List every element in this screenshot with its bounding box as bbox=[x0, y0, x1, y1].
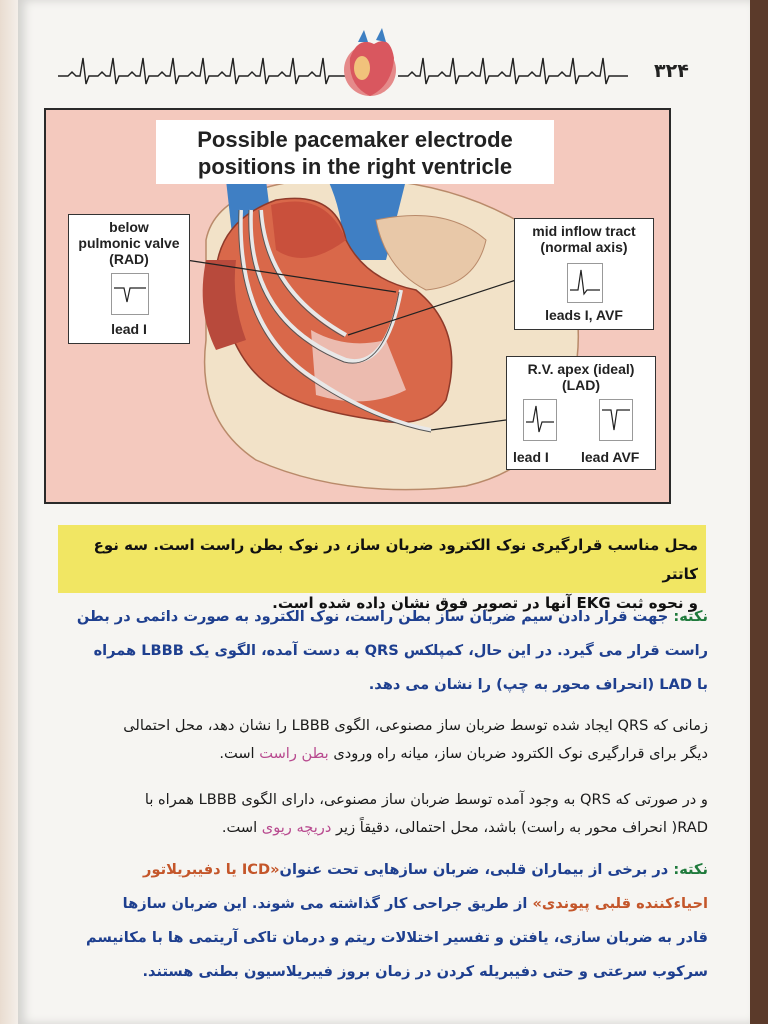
pacemaker-figure bbox=[44, 108, 671, 504]
note1-line1: جهت قرار دادن سیم ضربان ساز بطن راست، نوک الکترود به صورت دائمی در بطن bbox=[76, 608, 674, 625]
callout-apex-lead-a: lead I bbox=[513, 449, 549, 465]
page-number: ۳۲۴ bbox=[654, 60, 689, 82]
note2-line2b: از طریق جراحی کار گذاشته می شوند. این ضربان سازها bbox=[122, 895, 533, 912]
para2-line2a: دیگر برای قرارگیری نوک الکترود ضربان ساز، میانه راه ورودی bbox=[328, 745, 708, 762]
note1-label: نکته: bbox=[673, 608, 708, 625]
ekg-trace-apex-lead-i bbox=[523, 399, 557, 441]
callout-left-line2: pulmonic valve bbox=[78, 235, 180, 251]
callout-left-line1: below bbox=[109, 219, 149, 235]
callout-mid-lead: leads I, AVF bbox=[545, 307, 623, 323]
para2-highlight: بطن راست bbox=[259, 745, 329, 762]
callout-left-line3: (RAD) bbox=[109, 251, 149, 267]
note-paragraph-2 bbox=[58, 853, 708, 989]
callout-rv-apex bbox=[506, 356, 656, 470]
note2-label: نکته: bbox=[673, 861, 708, 878]
caption-line2: و نحوه ثبت EKG آنها در تصویر فوق نشان داده شده است. bbox=[272, 594, 698, 612]
figure-caption bbox=[58, 525, 706, 612]
note1-line2: راست قرار می گیرد. در این حال، کمپلکس QRS به دست آمده، الگوی یک LBBB همراه bbox=[93, 642, 708, 659]
para3-line2c: است. bbox=[221, 819, 262, 836]
note2-line3: قادر به ضربان سازی، یافتن و تفسیر اختلالات ریتم و درمان تاکی آریتمی ها با مکانیسم bbox=[86, 929, 708, 946]
callout-mid-inflow bbox=[514, 218, 654, 330]
para2-line2c: است. bbox=[219, 745, 260, 762]
figure-title-line2: positions in the right ventricle bbox=[197, 154, 513, 179]
ekg-trace-apex-lead-avf bbox=[599, 399, 633, 441]
ekg-trace-leads-i-avf bbox=[567, 263, 603, 303]
note2-line1a: در برخی از بیماران قلبی، ضربان سازهایی تحت عنوان bbox=[279, 861, 674, 878]
ekg-header-decoration bbox=[58, 28, 718, 98]
callout-apex-lead-b: lead AVF bbox=[581, 449, 640, 465]
figure-title-line1: Possible pacemaker electrode bbox=[197, 127, 513, 152]
paragraph-2 bbox=[58, 712, 708, 768]
callout-mid-line1: mid inflow tract bbox=[532, 223, 636, 239]
callout-apex-line2: (LAD) bbox=[561, 377, 601, 393]
para2-line1: زمانی که QRS ایجاد شده توسط ضربان ساز مصنوعی، الگوی LBBB را نشان دهد، محل احتمالی bbox=[123, 717, 708, 734]
note2-line4: سرکوب سرعتی و حتی دفیبریله کردن در زمان بروز فیبریلاسیون بطنی هستند. bbox=[142, 963, 708, 980]
note-paragraph-1 bbox=[58, 600, 708, 702]
callout-below-pulmonic bbox=[68, 214, 190, 344]
callout-apex-line1: R.V. apex (ideal) bbox=[527, 361, 635, 377]
previous-page-edge bbox=[0, 0, 18, 1024]
callout-mid-line2: (normal axis) bbox=[540, 239, 628, 255]
note1-line3: با LAD (انحراف محور به چپ) را نشان می دهد. bbox=[368, 676, 708, 693]
para3-line1: و در صورتی که QRS به وجود آمده توسط ضربان ساز مصنوعی، دارای الگوی LBBB همراه با bbox=[144, 791, 708, 808]
figure-title bbox=[156, 120, 554, 184]
heart-icon bbox=[344, 28, 396, 96]
caption-line1: محل مناسب قرارگیری نوک الکترود ضربان ساز، در نوک بطن راست است. سه نوع کاتتر bbox=[93, 536, 698, 583]
callout-left-lead: lead I bbox=[111, 321, 147, 337]
note2-icd-term-end: احیاءکننده قلبی پیوندی» bbox=[532, 895, 708, 912]
paragraph-3 bbox=[58, 786, 708, 842]
note2-icd-term: «ICD یا دفیبریلاتور bbox=[143, 861, 280, 878]
ekg-trace-lead-i bbox=[111, 273, 149, 315]
para3-highlight: دریچه ریوی bbox=[261, 819, 332, 836]
para3-line2a: RAD( انحراف محور به راست) باشد، محل احتمالی، دقیقاً زیر bbox=[331, 819, 708, 836]
